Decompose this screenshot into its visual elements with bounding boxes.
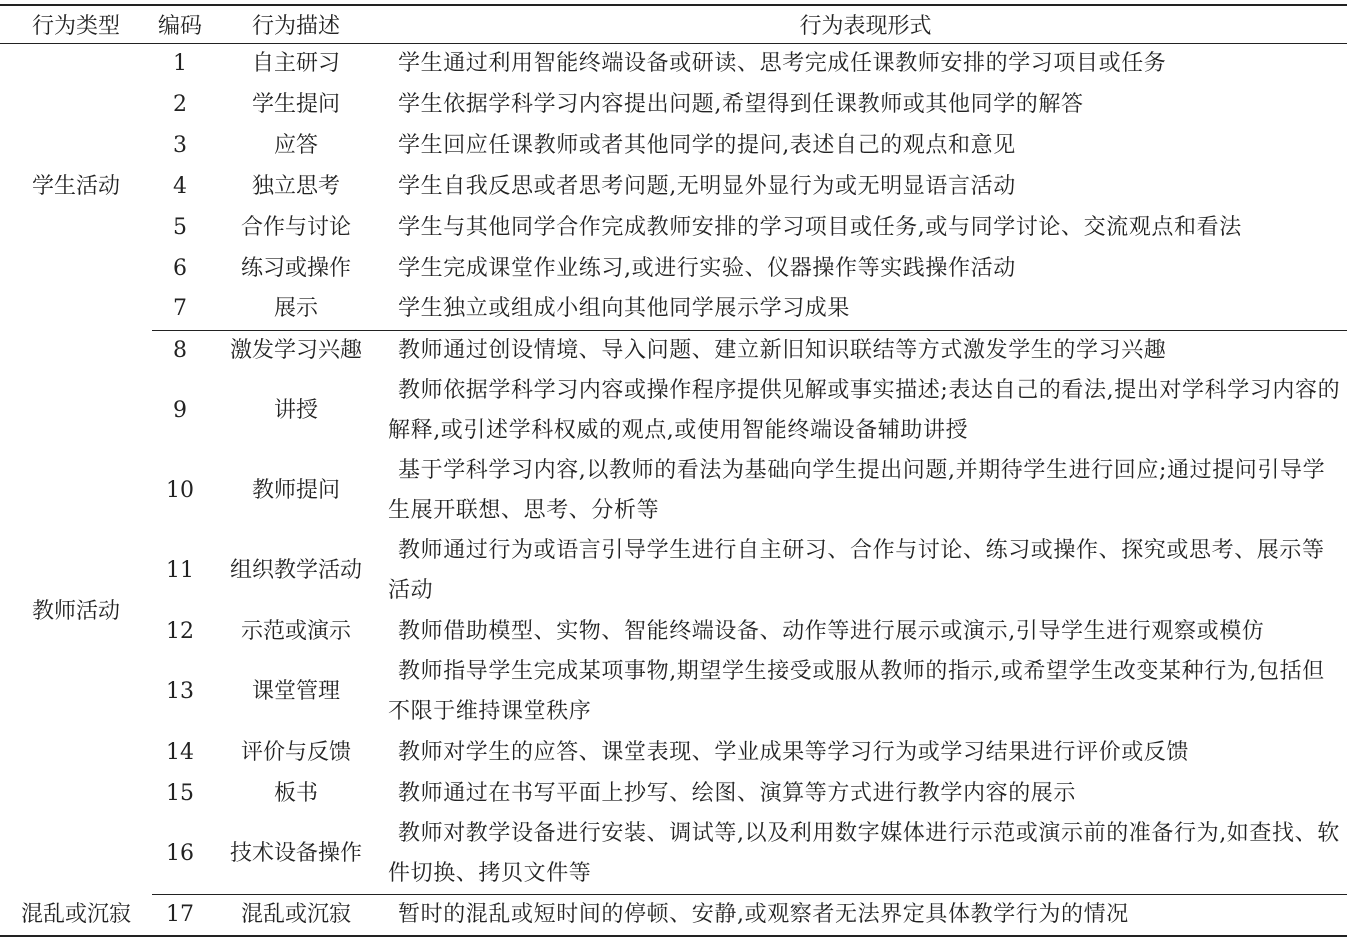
table-row [0,652,1347,732]
row-desc: 组织教学活动 [229,558,362,583]
row-code: 5 [173,214,187,240]
table-row [0,248,1347,289]
header-row [0,5,1347,43]
row-form: 学生回应任课教师或者其他同学的提问,表述自己的观点和意见 [398,132,1016,158]
row-code: 17 [152,895,208,937]
row-form: 教师借助模型、实物、智能终端设备、动作等进行展示或演示,引导学生进行观察或模仿 [398,618,1265,644]
table-row [0,531,1347,611]
row-form: 教师通过行为或语言引导学生进行自主研习、合作与讨论、练习或操作、探究或思考、展示等活动 [388,538,1325,603]
row-code: 11 [166,558,194,583]
row-code: 4 [173,173,187,199]
row-code: 7 [152,289,208,330]
row-form: 学生通过利用智能终端设备或研读、思考完成任课教师安排的学习项目或任务 [398,50,1167,76]
header-desc: 行为描述 [208,5,384,43]
row-code: 12 [166,618,194,644]
table-row [0,814,1347,895]
table-row [0,732,1347,773]
table-row [0,451,1347,531]
header-type: 行为类型 [0,5,152,43]
table-row [0,166,1347,207]
row-form: 教师指导学生完成某项事物,期望学生接受或服从教师的指示,或希望学生改变某种行为,包括但不限于维持课堂秩序 [388,659,1325,724]
row-desc: 技术设备操作 [208,814,384,895]
row-form: 学生依据学科学习内容提出问题,希望得到任课教师或其他同学的解答 [398,91,1084,117]
row-form: 教师通过创设情境、导入问题、建立新旧知识联结等方式激发学生的学习兴趣 [398,337,1167,363]
row-desc: 混乱或沉寂 [208,895,384,937]
table-row [0,330,1347,371]
table-row [0,895,1347,937]
row-code: 14 [166,739,194,765]
row-desc: 评价与反馈 [240,739,351,765]
row-form: 学生与其他同学合作完成教师安排的学习项目或任务,或与同学讨论、交流观点和看法 [398,214,1242,240]
table-row [0,84,1347,125]
table-row [0,207,1347,248]
group-type-student: 学生活动 [31,173,120,199]
row-desc: 示范或演示 [240,618,351,644]
row-desc: 自主研习 [251,50,340,76]
row-desc: 教师提问 [251,478,340,503]
row-desc: 应答 [273,132,318,158]
row-desc: 练习或操作 [240,255,351,281]
row-form: 基于学科学习内容,以教师的看法为基础向学生提出问题,并期待学生进行回应;通过提问引导学生展开联想、思考、分析等 [388,458,1326,523]
row-code: 16 [152,814,208,895]
row-code: 8 [173,337,187,363]
row-desc: 讲授 [273,398,318,423]
row-code: 2 [173,91,187,117]
header-form: 行为表现形式 [384,5,1347,43]
row-desc: 学生提问 [251,91,340,117]
row-form: 学生独立或组成小组向其他同学展示学习成果 [384,289,1347,330]
row-desc: 独立思考 [251,173,340,199]
table-row [0,611,1347,652]
row-code: 13 [166,679,194,704]
row-form: 教师对教学设备进行安装、调试等,以及利用数字媒体进行示范或演示前的准备行为,如查找、软件切换、拷贝文件等 [384,814,1347,895]
row-form: 学生完成课堂作业练习,或进行实验、仪器操作等实践操作活动 [398,255,1016,281]
row-desc: 课堂管理 [251,679,340,704]
table-row [0,773,1347,814]
row-desc: 激发学习兴趣 [229,337,362,363]
row-code: 15 [166,780,194,806]
header-code: 编码 [152,5,208,43]
table-row [0,289,1347,330]
row-form: 教师通过在书写平面上抄写、绘图、演算等方式进行教学内容的展示 [398,780,1077,806]
row-code: 9 [173,398,187,423]
row-form: 学生自我反思或者思考问题,无明显外显行为或无明显语言活动 [398,173,1016,199]
behavior-coding-table [0,4,1347,937]
table-row [0,371,1347,451]
row-code: 3 [173,132,187,158]
row-code: 10 [166,478,194,503]
table-row [0,125,1347,166]
row-desc: 板书 [273,780,318,806]
row-desc: 合作与讨论 [240,214,351,240]
row-form: 教师依据学科学习内容或操作程序提供见解或事实描述;表达自己的看法,提出对学科学习内容的解释,或引述学科权威的观点,或使用智能终端设备辅助讲授 [388,378,1341,443]
row-desc: 展示 [208,289,384,330]
group-type-teacher: 教师活动 [31,599,120,625]
row-code: 6 [173,255,187,281]
table-row [0,43,1347,84]
row-code: 1 [173,50,187,76]
row-form: 暂时的混乱或短时间的停顿、安静,或观察者无法界定具体教学行为的情况 [384,895,1347,937]
group-type-chaos: 混乱或沉寂 [0,895,152,937]
row-form: 教师对学生的应答、课堂表现、学业成果等学习行为或学习结果进行评价或反馈 [398,739,1190,765]
